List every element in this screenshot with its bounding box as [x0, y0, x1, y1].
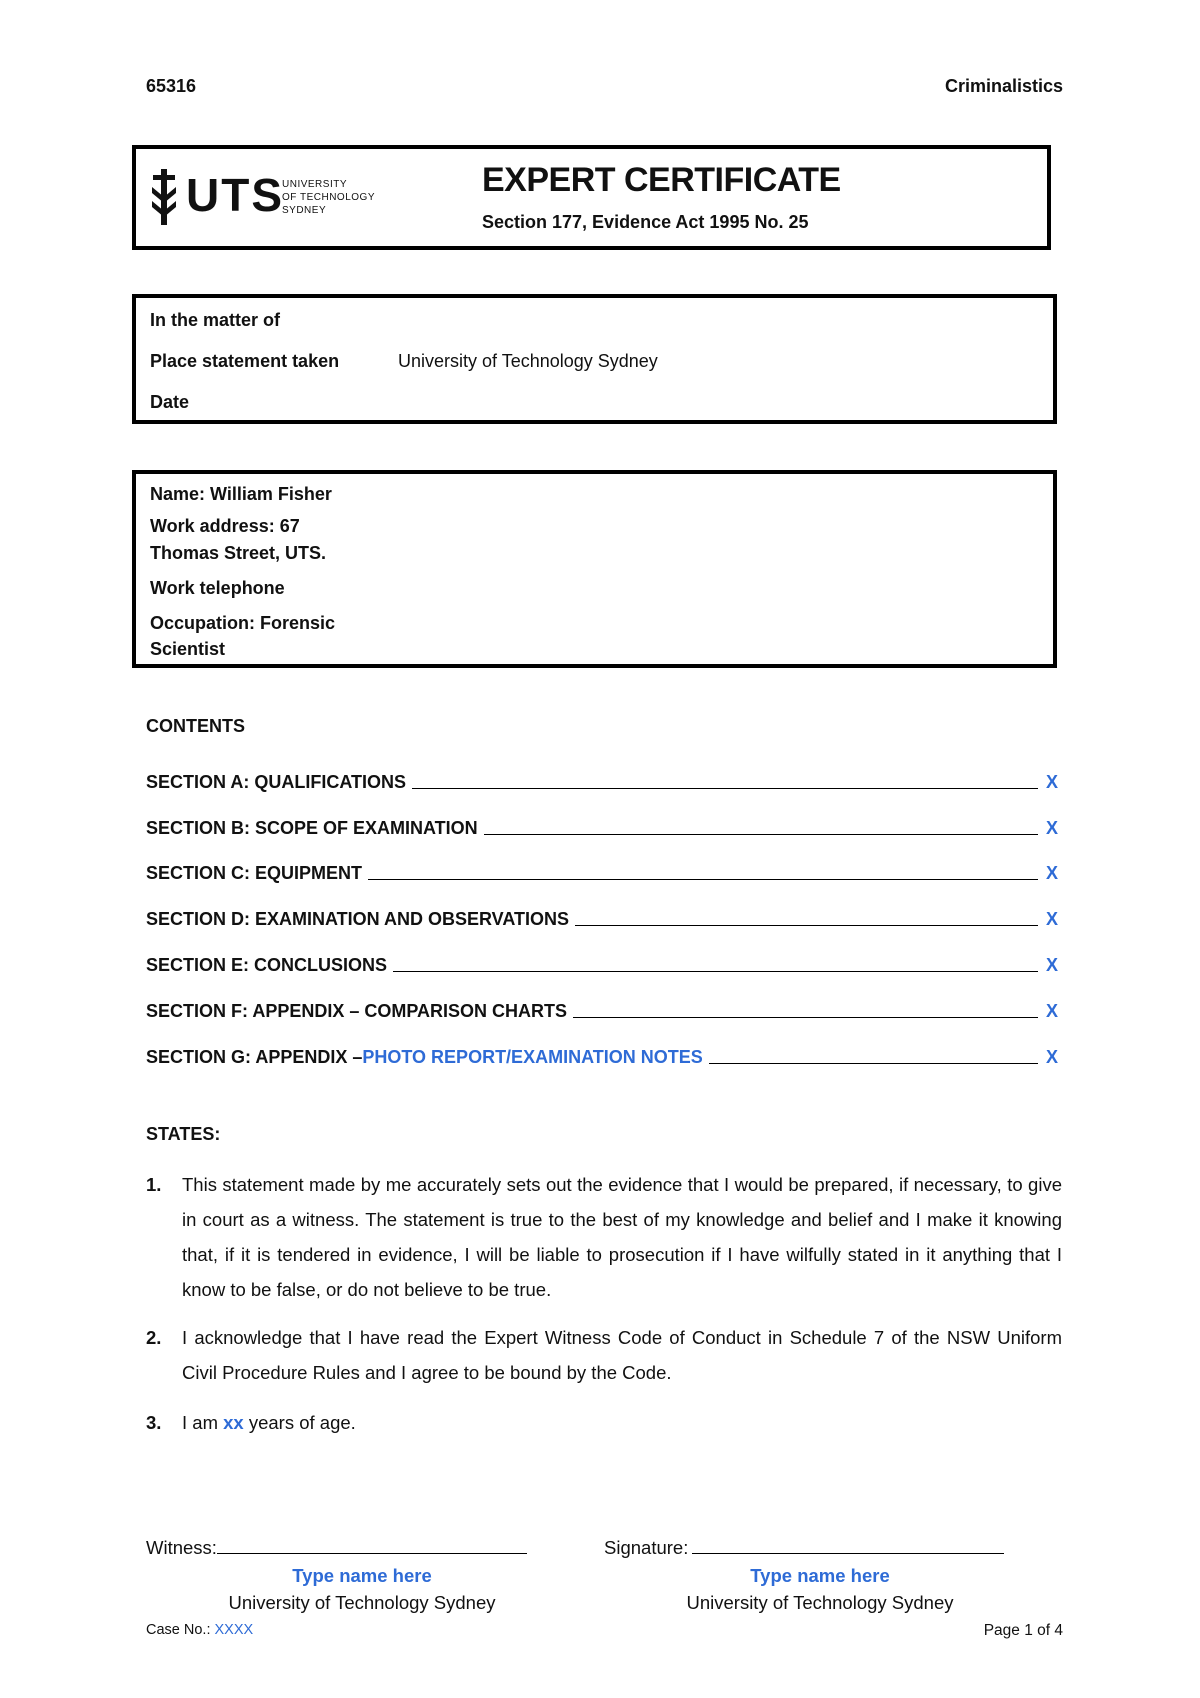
toc-leader-line	[368, 878, 1038, 880]
course-code: 65316	[146, 76, 197, 96]
toc-label: SECTION B: SCOPE OF EXAMINATION	[146, 818, 478, 838]
toc-label: SECTION G: APPENDIX –	[146, 1047, 363, 1067]
person-name: Name: William Fisher	[150, 484, 332, 504]
toc-label: SECTION E: CONCLUSIONS	[146, 955, 388, 975]
toc-label: SECTION F: APPENDIX – COMPARISON CHARTS	[146, 1001, 568, 1021]
date-label: Date	[150, 392, 190, 412]
toc-row[interactable]	[146, 950, 1060, 976]
toc-page-ref: X	[1045, 863, 1058, 883]
age-placeholder: xx	[223, 1412, 244, 1433]
toc-page-ref: X	[1045, 772, 1058, 792]
toc-leader-line	[412, 787, 1038, 789]
toc-row[interactable]	[146, 904, 1060, 930]
uts-logo-subtitle: UNIVERSITY OF TECHNOLOGY SYDNEY	[282, 179, 375, 216]
toc-row[interactable]	[146, 813, 1060, 839]
signature-block	[604, 1537, 1004, 1559]
toc-page-ref: X	[1045, 955, 1058, 975]
case-number-value: XXXX	[214, 1622, 254, 1638]
witness-label: Witness:	[146, 1537, 217, 1558]
statement-number: 3.	[146, 1412, 162, 1433]
toc-leader-line	[393, 970, 1038, 972]
work-address-line1: Work address: 67	[150, 516, 300, 536]
place-label: Place statement taken	[150, 351, 340, 371]
toc-row[interactable]	[146, 996, 1060, 1022]
occupation-line1: Occupation: Forensic	[150, 613, 336, 633]
signer-name-placeholder[interactable]: Type name here	[750, 1565, 890, 1586]
toc-label: SECTION D: EXAMINATION AND OBSERVATIONS	[146, 909, 570, 929]
signature-line[interactable]	[692, 1552, 1004, 1554]
statement-text: I acknowledge that I have read the Expert Witness Code of Conduct in Schedule 7 of the NSW Uniform Civil Procedure Rules and I agree to be bound by the Code.	[182, 1327, 1062, 1383]
toc-leader-line	[573, 1016, 1038, 1018]
toc-leader-line	[575, 924, 1038, 926]
place-value: University of Technology Sydney	[398, 351, 658, 371]
title-box	[132, 145, 1051, 250]
page-number: Page 1 of 4	[983, 1622, 1063, 1639]
toc-page-ref: X	[1045, 818, 1058, 838]
contents-heading: CONTENTS	[146, 716, 245, 736]
uts-logo-text: UTS	[186, 169, 284, 221]
toc-leader-line	[709, 1062, 1038, 1064]
document-subtitle: Section 177, Evidence Act 1995 No. 25	[482, 212, 809, 232]
case-number-label: Case No.:	[146, 1622, 215, 1638]
occupation-line2: Scientist	[150, 639, 226, 659]
statement-number: 1.	[146, 1174, 162, 1195]
signature-label: Signature:	[604, 1537, 689, 1558]
work-address-line2: Thomas Street, UTS.	[150, 543, 327, 563]
witness-name-placeholder[interactable]: Type name here	[292, 1565, 432, 1586]
document-title: EXPERT CERTIFICATE	[482, 161, 841, 199]
statement-text: This statement made by me accurately sets out the evidence that I would be prepared, if necessary, to give in court as a witness. The statement is true to the best of my knowledge and belief and I make it knowing that, if it is tendered in evidence, I will be liable to prosecution if I have wilfully stated in it anything that I know to be false, or do not believe to be true.	[182, 1174, 1062, 1300]
statement-age: I am xx years of age.	[182, 1412, 356, 1433]
toc-row[interactable]	[146, 1042, 1060, 1068]
work-telephone-label: Work telephone	[150, 578, 285, 598]
signer-organisation: University of Technology Sydney	[686, 1592, 954, 1613]
states-heading: STATES:	[146, 1124, 221, 1144]
toc-row[interactable]	[146, 767, 1060, 793]
case-number	[146, 1622, 253, 1638]
witness-signature-line[interactable]	[217, 1552, 527, 1554]
person-box	[132, 470, 1057, 668]
witness-organisation: University of Technology Sydney	[228, 1592, 496, 1613]
toc-row[interactable]	[146, 858, 1060, 884]
toc-page-ref: X	[1045, 1047, 1058, 1067]
witness-block	[146, 1537, 527, 1559]
toc-label-highlight: PHOTO REPORT/EXAMINATION NOTES	[362, 1047, 703, 1067]
toc-label: SECTION C: EQUIPMENT	[146, 863, 363, 883]
course-subject: Criminalistics	[944, 76, 1063, 96]
toc-page-ref: X	[1045, 1001, 1058, 1021]
toc-page-ref: X	[1045, 909, 1058, 929]
uts-logo-icon	[150, 169, 178, 225]
matter-box	[132, 294, 1057, 424]
statement-number: 2.	[146, 1327, 162, 1348]
in-matter-label: In the matter of	[150, 310, 281, 330]
toc-label: SECTION A: QUALIFICATIONS	[146, 772, 406, 792]
toc-leader-line	[484, 833, 1038, 835]
